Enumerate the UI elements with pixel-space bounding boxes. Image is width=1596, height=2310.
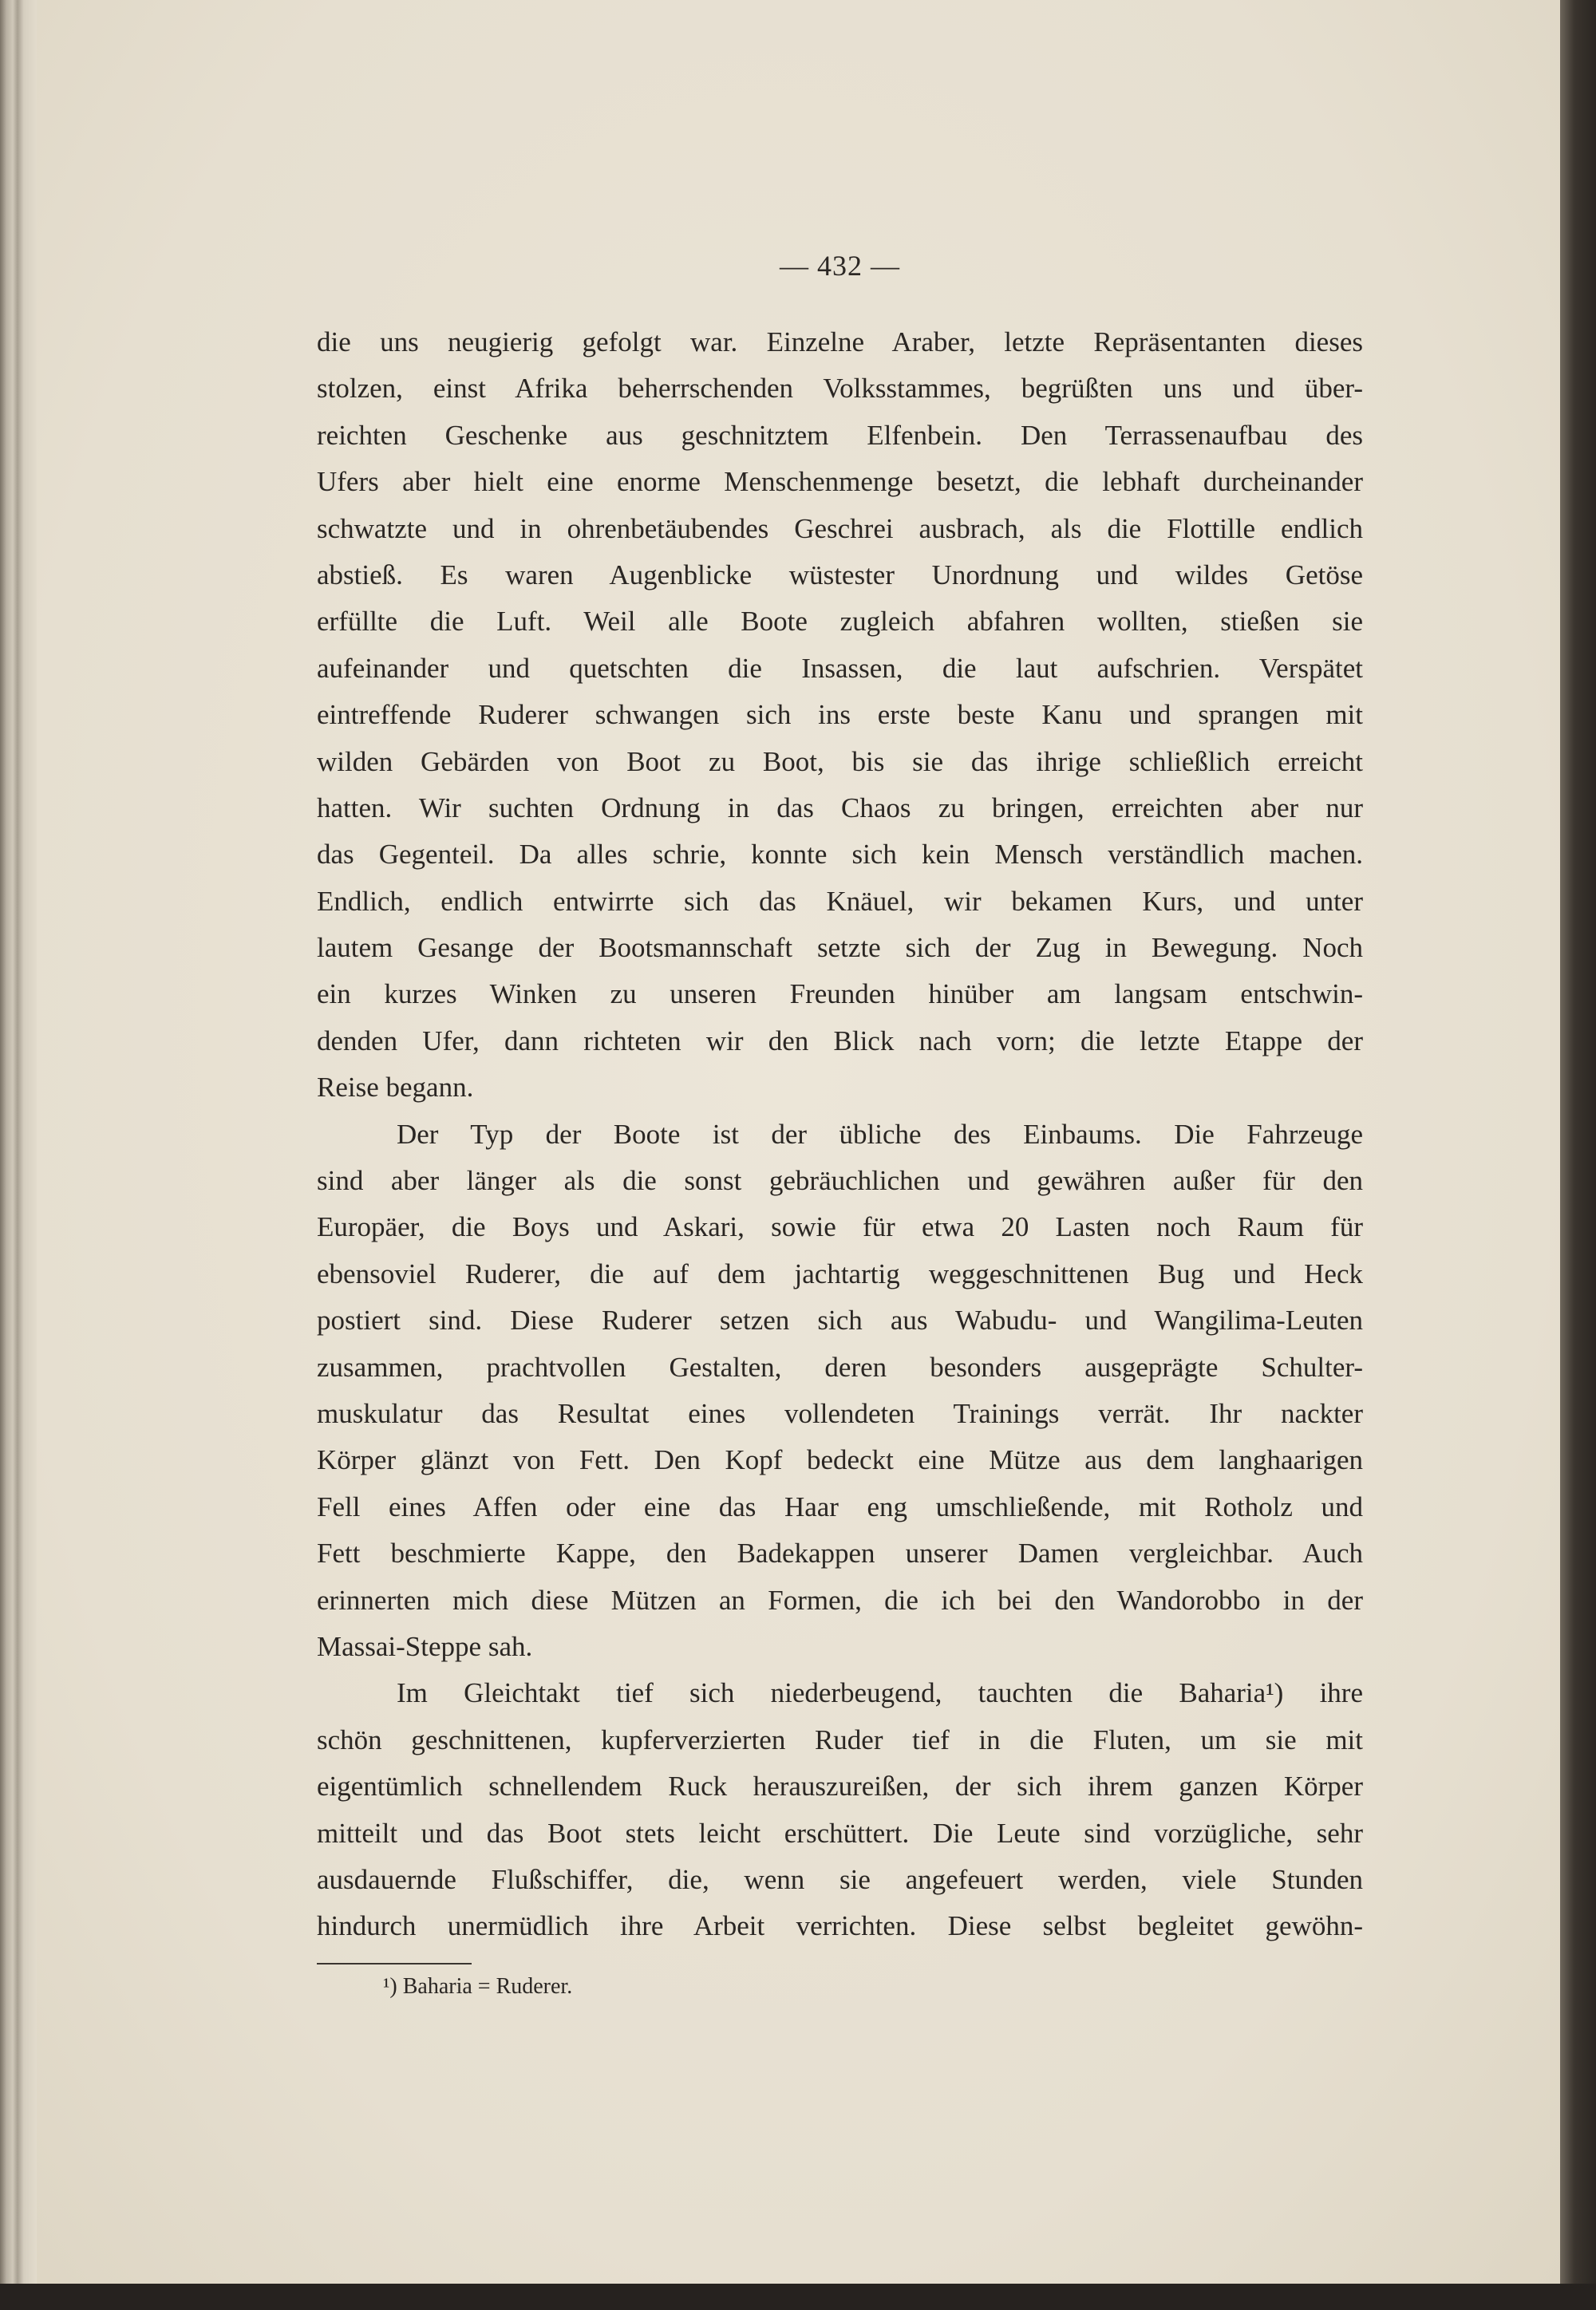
- text-line: Körper glänzt von Fett. Den Kopf bedeckt eine Mütze aus dem langhaarigen: [317, 1444, 1363, 1476]
- text-line: Im Gleichtakt tief sich niederbeugend, tauchten die Baharia¹) ihre: [397, 1677, 1363, 1709]
- paragraph: [317, 1670, 1363, 1949]
- text-line: das Gegenteil. Da alles schrie, konnte sich kein Mensch verständlich machen.: [317, 839, 1363, 871]
- text-line: Fett beschmierte Kappe, den Badekappen unserer Damen vergleichbar. Auch: [317, 1538, 1363, 1570]
- scan-background-right: [1560, 0, 1596, 2310]
- text-line: die uns neugierig gefolgt war. Einzelne Araber, letzte Repräsentanten dieses: [317, 326, 1363, 357]
- text-line: postiert sind. Diese Ruderer setzen sich aus Wabudu- und Wangilima-Leuten: [317, 1305, 1363, 1337]
- text-line: hindurch unermüdlich ihre Arbeit verrichten. Diese selbst begleitet gewöhn-: [317, 1910, 1363, 1942]
- text-line: wilden Gebärden von Boot zu Boot, bis sie das ihrige schließlich erreicht: [317, 745, 1363, 777]
- text-line: erinnerten mich diese Mützen an Formen, die ich bei den Wandorobbo in der: [317, 1584, 1363, 1616]
- text-line: reichten Geschenke aus geschnitztem Elfenbein. Den Terrassenaufbau des: [317, 419, 1363, 451]
- text-line: Europäer, die Boys und Askari, sowie für etwa 20 Lasten noch Raum für: [317, 1211, 1363, 1243]
- text-line: ein kurzes Winken zu unseren Freunden hinüber am langsam entschwin-: [317, 978, 1363, 1010]
- text-line: Ufers aber hielt eine enorme Menschenmenge besetzt, die lebhaft durcheinander: [317, 466, 1363, 498]
- text-line: mitteilt und das Boot stets leicht erschüttert. Die Leute sind vorzügliche, sehr: [317, 1817, 1363, 1849]
- paragraph: [317, 1112, 1363, 1671]
- page-number: — 432 —: [780, 250, 900, 282]
- text-line: sind aber länger als die sonst gebräuchlichen und gewähren außer für den: [317, 1165, 1363, 1197]
- text-line: ausdauernde Flußschiffer, die, wenn sie angefeuert werden, viele Stunden: [317, 1863, 1363, 1895]
- book-binding-edge: [0, 0, 37, 2284]
- text-line: schön geschnittenen, kupferverzierten Ruder tief in die Fluten, um sie mit: [317, 1724, 1363, 1755]
- text-line: Reise begann.: [317, 1072, 474, 1104]
- text-line: Der Typ der Boote ist der übliche des Einbaums. Die Fahrzeuge: [397, 1118, 1363, 1150]
- text-line: muskulatur das Resultat eines vollendeten Trainings verrät. Ihr nackter: [317, 1397, 1363, 1429]
- text-line: hatten. Wir suchten Ordnung in das Chaos zu bringen, erreichten aber nur: [317, 792, 1363, 823]
- text-line: Massai-Steppe sah.: [317, 1630, 533, 1662]
- text-line: eigentümlich schnellendem Ruck herauszureißen, der sich ihrem ganzen Körper: [317, 1771, 1363, 1803]
- paragraph: [317, 319, 1363, 1112]
- text-line: Endlich, endlich entwirrte sich das Knäuel, wir bekamen Kurs, und unter: [317, 885, 1363, 917]
- text-line: abstieß. Es waren Augenblicke wüstester Unordnung und wildes Getöse: [317, 559, 1363, 590]
- footnote: ¹) Baharia = Ruderer.: [383, 1974, 573, 1999]
- text-line: schwatzte und in ohrenbetäubendes Geschrei ausbrach, als die Flottille endlich: [317, 512, 1363, 544]
- body-text: [317, 319, 1363, 1950]
- scan-background-bottom: [0, 2284, 1596, 2310]
- text-line: stolzen, einst Afrika beherrschenden Volksstammes, begrüßten uns und über-: [317, 373, 1363, 405]
- text-line: denden Ufer, dann richteten wir den Blick nach vorn; die letzte Etappe der: [317, 1025, 1363, 1056]
- text-line: ebensoviel Ruderer, die auf dem jachtartig weggeschnittenen Bug und Heck: [317, 1258, 1363, 1289]
- text-line: eintreffende Ruderer schwangen sich ins erste beste Kanu und sprangen mit: [317, 699, 1363, 731]
- text-line: aufeinander und quetschten die Insassen, die laut aufschrien. Verspätet: [317, 652, 1363, 684]
- footnote-rule: [317, 1963, 472, 1964]
- text-line: Fell eines Affen oder eine das Haar eng umschließende, mit Rotholz und: [317, 1491, 1363, 1522]
- text-line: zusammen, prachtvollen Gestalten, deren besonders ausgeprägte Schulter-: [317, 1351, 1363, 1383]
- text-line: erfüllte die Luft. Weil alle Boote zugleich abfahren wollten, stießen sie: [317, 606, 1363, 638]
- text-line: lautem Gesange der Bootsmannschaft setzte sich der Zug in Bewegung. Noch: [317, 932, 1363, 964]
